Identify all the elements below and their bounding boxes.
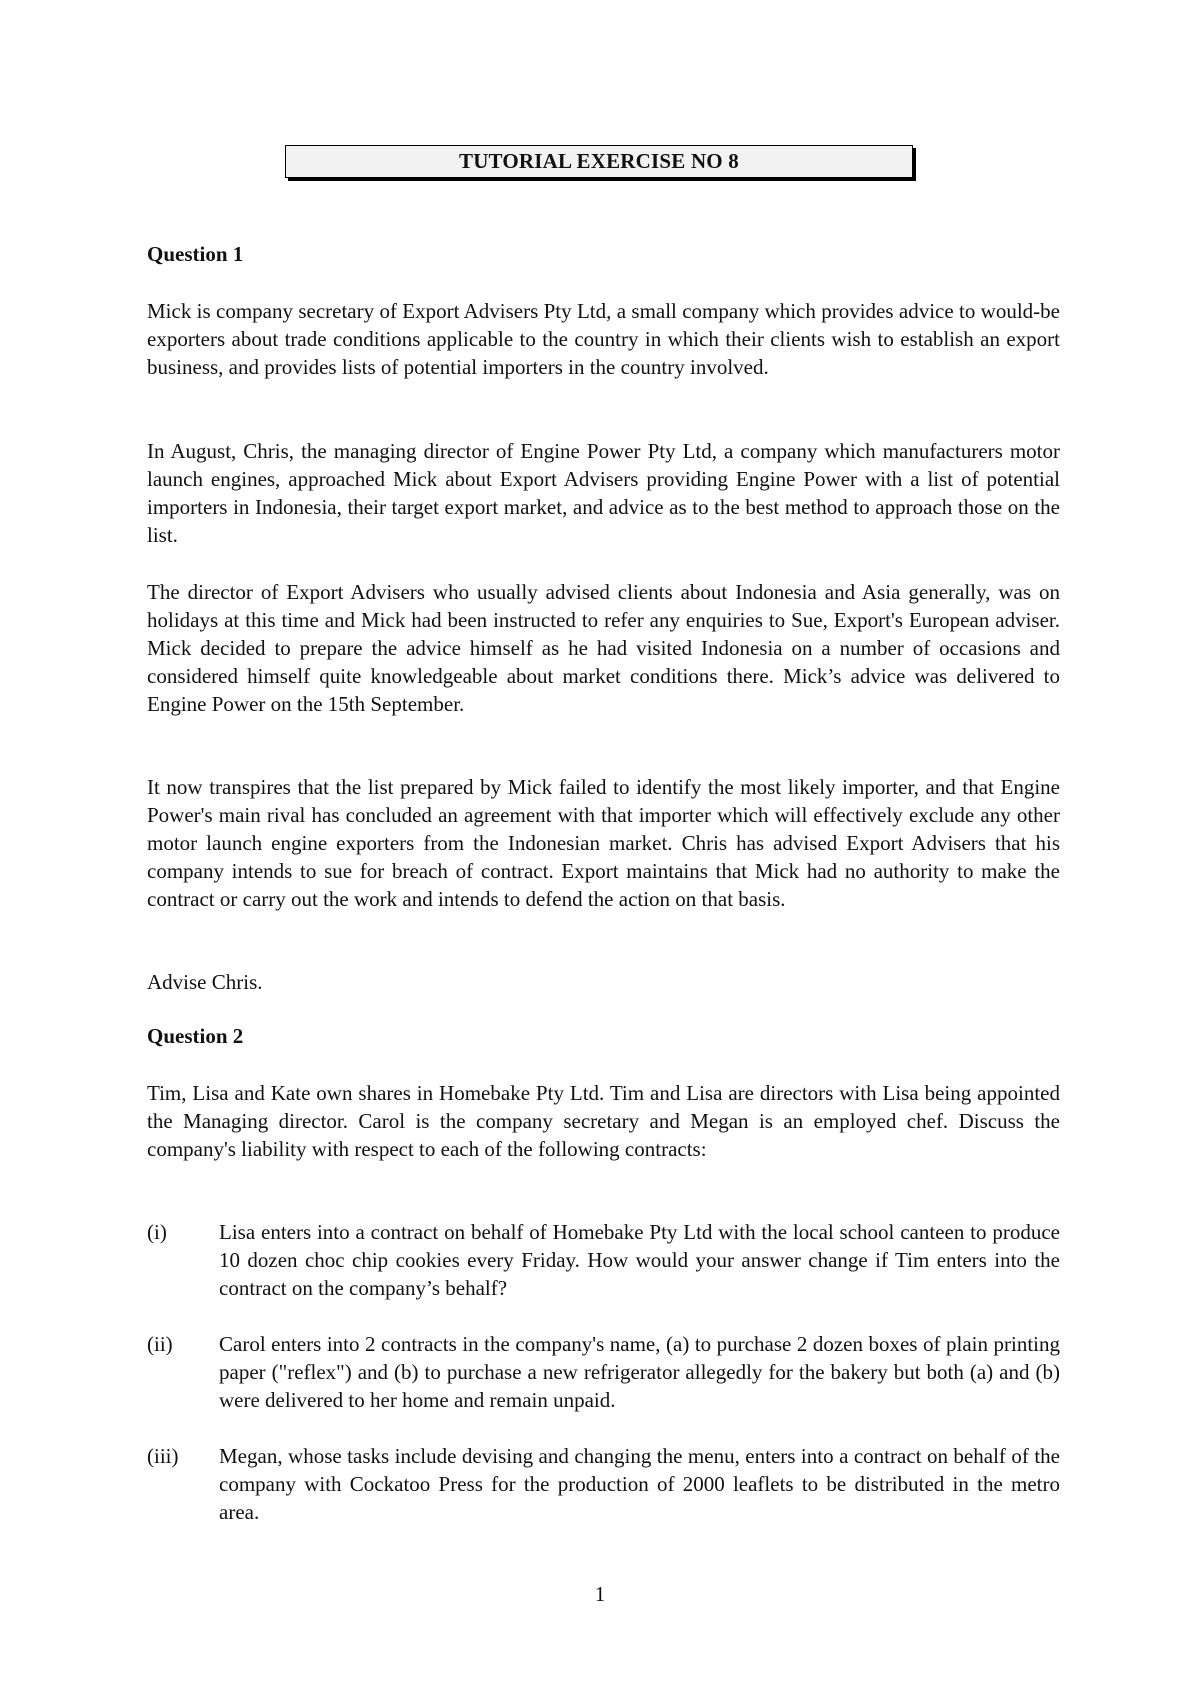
q1-paragraph-1: Mick is company secretary of Export Advisers Pty Ltd, a small company which provides advice to would-be exporters about trade conditions applicable to the country in which their clients wish to establish an export business, and provides lists of potential importers in the country involved. [147, 299, 1060, 379]
question-2-heading: Question 2 [147, 1024, 244, 1048]
q2-intro: Tim, Lisa and Kate own shares in Homebake Pty Ltd. Tim and Lisa are directors with Lisa being appointed the Managing director. Carol is the company secretary and Megan is an employed chef. Discuss the company's liability with respect to each of the following contracts: [147, 1081, 1060, 1161]
q1-paragraph-5: Advise Chris. [147, 970, 263, 994]
list-item [147, 1218, 1060, 1302]
list-item-number: (i) [147, 1220, 167, 1244]
question-1-heading: Question 1 [147, 242, 244, 266]
q1-paragraph-4: It now transpires that the list prepared by Mick failed to identify the most likely importer, and that Engine Power's main rival has concluded an agreement with that importer which will effectively exclude any other motor launch engine exporters from the Indonesian market. Chris has advised Export Advisers that his company intends to sue for breach of contract. Export maintains that Mick had no authority to make the contract or carry out the work and intends to defend the action on that basis. [147, 775, 1060, 911]
list-item [147, 1330, 1060, 1414]
list-item-number: (iii) [147, 1444, 179, 1468]
list-item-number: (ii) [147, 1332, 173, 1356]
list-item-text: Megan, whose tasks include devising and changing the menu, enters into a contract on behalf of the company with Cockatoo Press for the production of 2000 leaflets to be distributed in the metro area. [219, 1444, 1060, 1524]
list-item-text: Lisa enters into a contract on behalf of Homebake Pty Ltd with the local school canteen to produce 10 dozen choc chip cookies every Friday. How would your answer change if Tim enters into the contract on the company’s behalf? [219, 1220, 1060, 1300]
title-box [285, 145, 913, 178]
document-title: TUTORIAL EXERCISE NO 8 [458, 149, 739, 173]
page-number: 1 [594, 1582, 606, 1606]
list-item [147, 1442, 1060, 1526]
list-item-text: Carol enters into 2 contracts in the company's name, (a) to purchase 2 dozen boxes of plain printing paper ("reflex") and (b) to purchase a new refrigerator allegedly for the bakery but both (a) and (b) were delivered to her home and remain unpaid. [219, 1332, 1060, 1412]
q1-paragraph-3: The director of Export Advisers who usually advised clients about Indonesia and Asia generally, was on holidays at this time and Mick had been instructed to refer any enquiries to Sue, Export's European adviser. Mick decided to prepare the advice himself as he had visited Indonesia on a number of occasions and considered himself quite knowledgeable about market conditions there. Mick’s advice was delivered to Engine Power on the 15th September. [147, 580, 1060, 716]
q1-paragraph-2: In August, Chris, the managing director of Engine Power Pty Ltd, a company which manufacturers motor launch engines, approached Mick about Export Advisers providing Engine Power with a list of potential importers in Indonesia, their target export market, and advice as to the best method to approach those on the list. [147, 439, 1060, 547]
